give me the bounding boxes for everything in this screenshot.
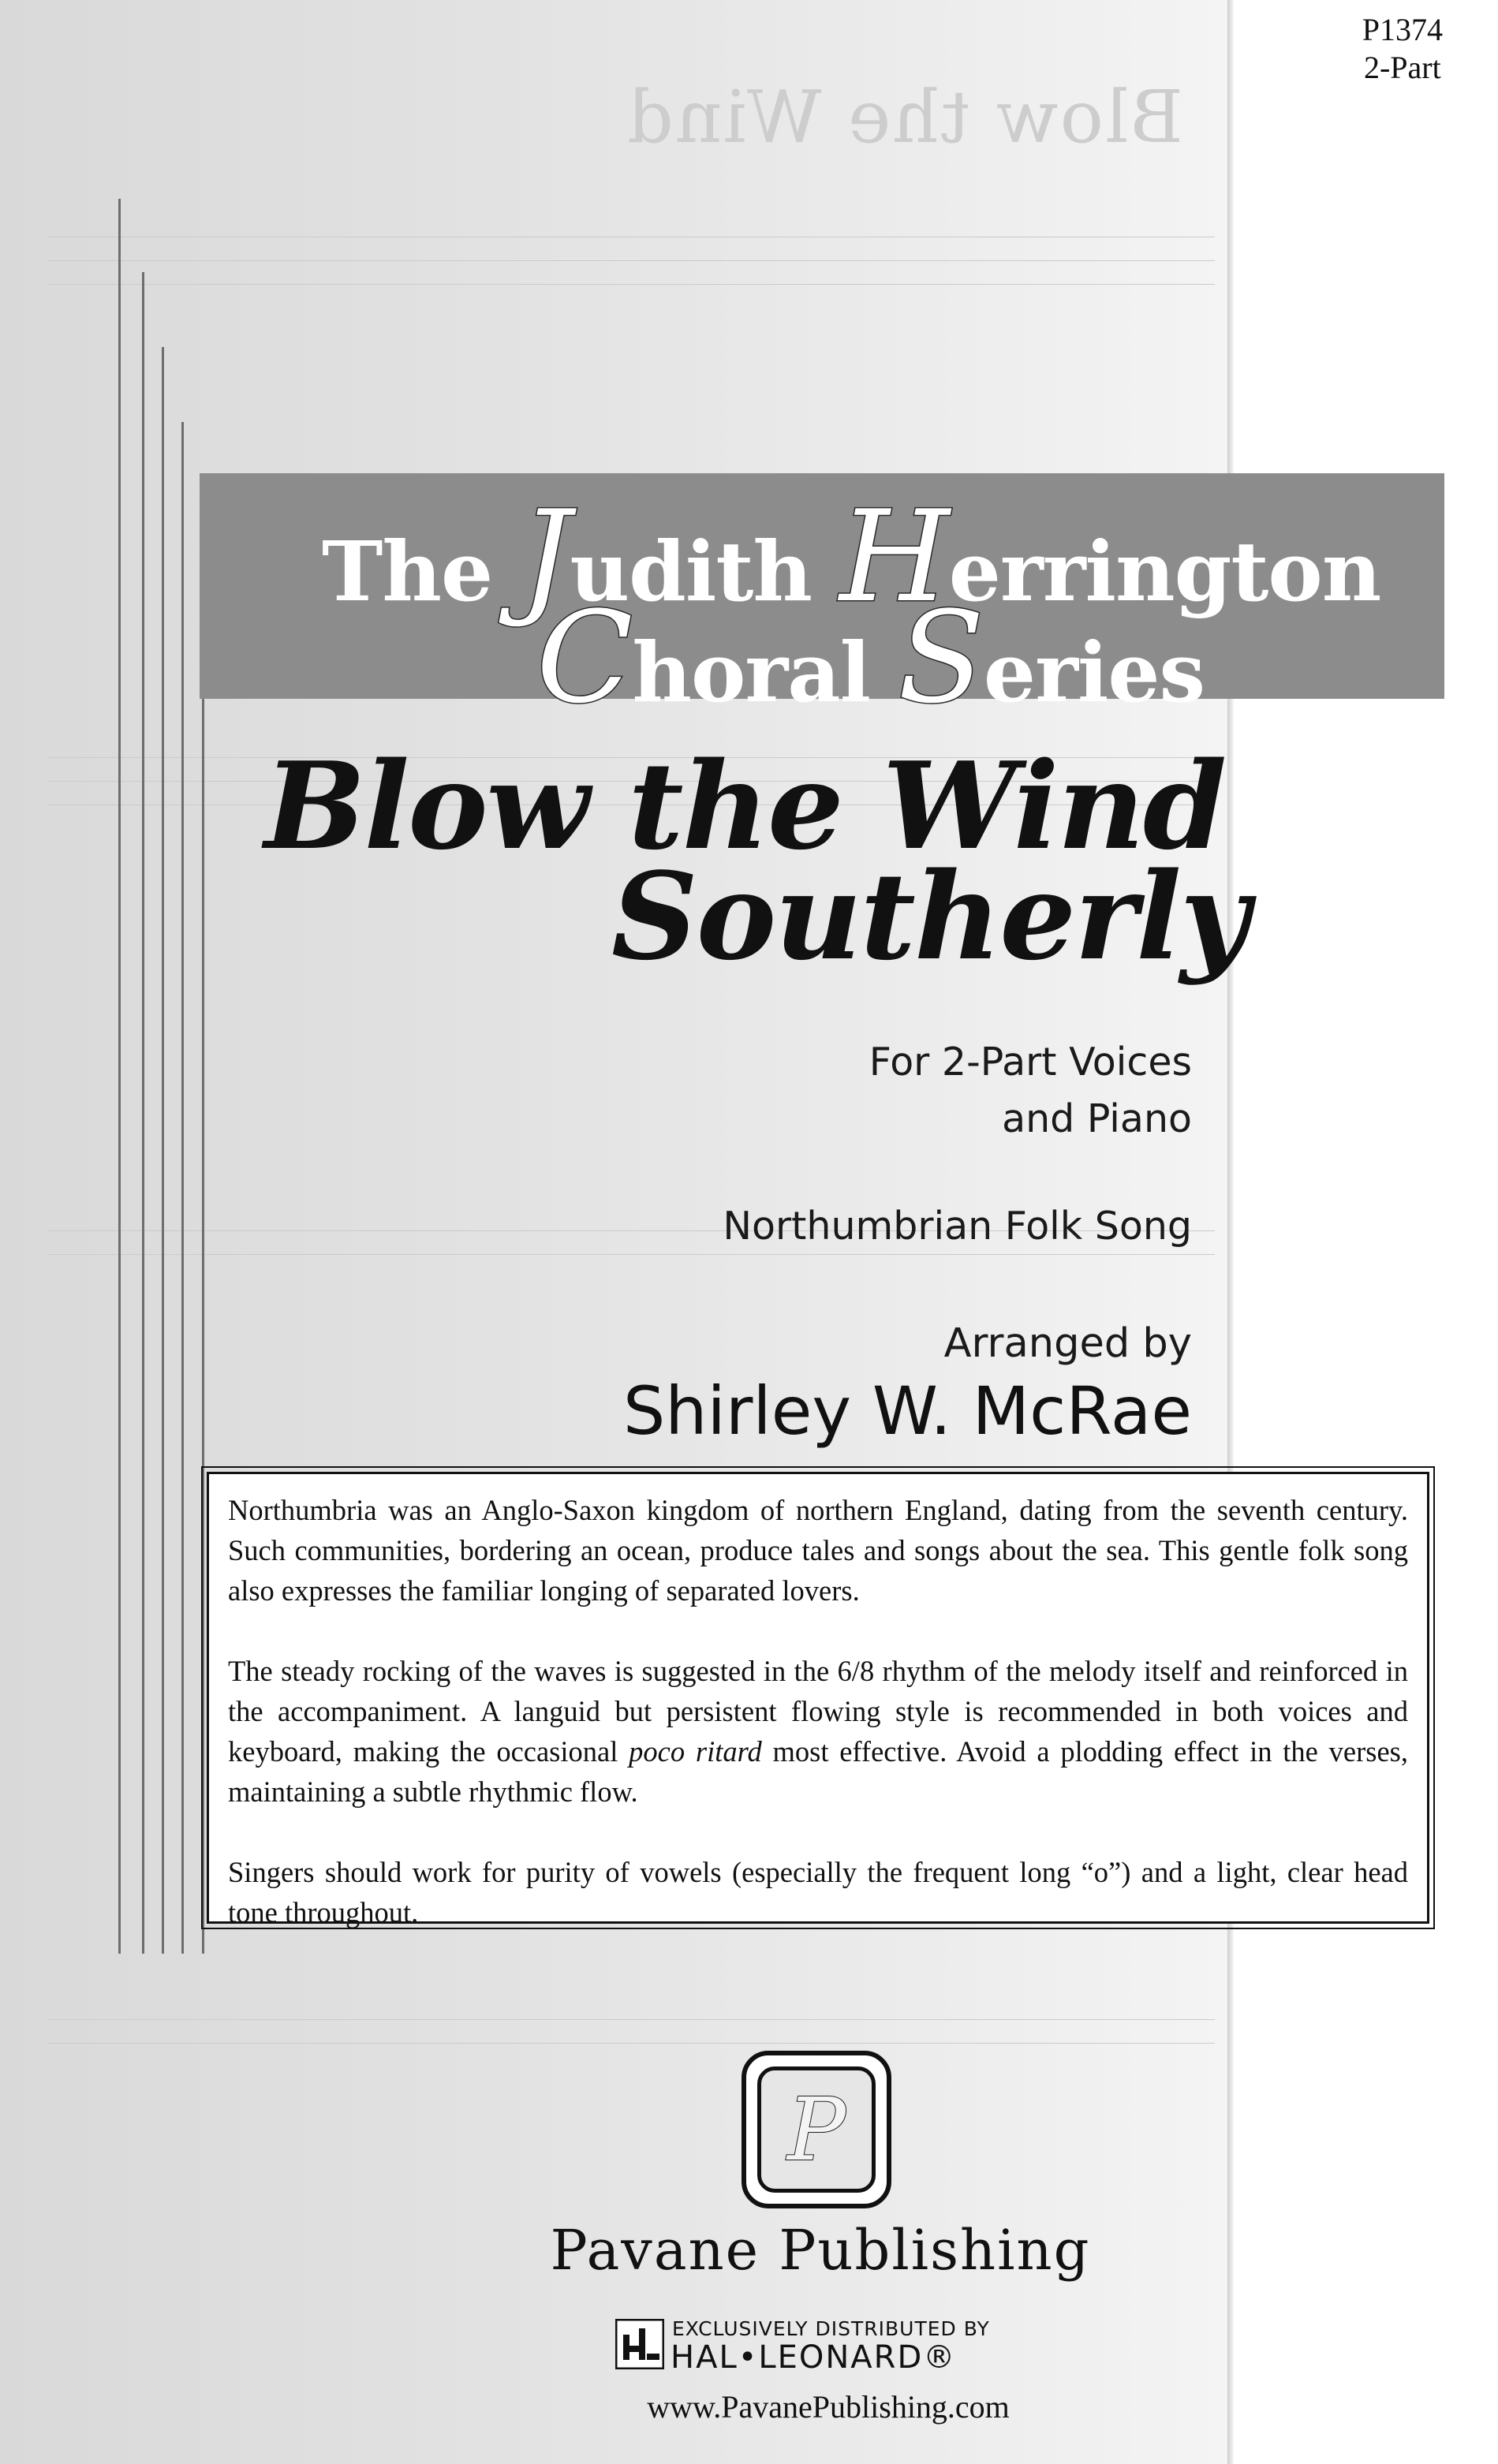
score-bar-line — [118, 199, 121, 1954]
ghost-staff-line — [47, 2019, 1215, 2020]
catalog-corner — [1362, 11, 1443, 87]
notes-paragraph-3: Singers should work for purity of vowels (especially the frequent long “o”) and a light, clear head tone throughout. — [228, 1856, 1408, 1928]
title-line-1: Blow the Wind — [264, 735, 1226, 876]
series-line-2 — [536, 584, 1205, 731]
paper-edge — [1227, 0, 1234, 2464]
hal-leonard-logo-icon — [615, 2319, 664, 2369]
series-initial-j: J — [520, 483, 570, 630]
notes-p2-italic: poco ritard — [629, 1735, 762, 1768]
pavane-logo — [742, 2051, 891, 2208]
notes-p2-text-b: most effective. Avoid a plodding effect in the verses, maintaining a subtle rhythmic flow. — [228, 1735, 1408, 1808]
score-bar-line — [162, 347, 164, 1954]
ghost-staff-line — [47, 2043, 1215, 2044]
voicing-label: 2-Part — [1363, 50, 1441, 85]
catalog-number: P1374 — [1362, 12, 1443, 47]
series-initial-c: C — [536, 584, 633, 731]
series-initial-h: H — [839, 483, 949, 630]
series-word-the: The — [322, 523, 493, 620]
series-initial-s: S — [898, 584, 984, 731]
distributor-name: HAL•LEONARD® — [671, 2339, 957, 2376]
score-bar-line — [181, 422, 184, 1954]
ghost-staff-line — [47, 260, 1215, 261]
arranger-name: Shirley W. McRae — [622, 1372, 1192, 1450]
ghost-show-through-title: Blow the Wind — [626, 75, 1183, 159]
ghost-staff-line — [47, 1254, 1215, 1255]
distribution-line: EXCLUSIVELY DISTRIBUTED BY — [672, 2317, 990, 2340]
publisher-name: Pavane Publishing — [550, 2218, 1091, 2283]
voicing-description-line-2: and Piano — [1002, 1096, 1192, 1141]
origin-label: Northumbrian Folk Song — [723, 1204, 1192, 1249]
voicing-description-line-1: For 2-Part Voices — [869, 1040, 1192, 1085]
series-word-udith: udith — [570, 523, 840, 620]
series-word-errington: errington — [948, 523, 1381, 620]
performance-notes-box — [207, 1472, 1429, 1928]
publisher-website: www.PavanePublishing.com — [647, 2389, 1010, 2425]
series-word-horal: horal — [632, 624, 898, 721]
pavane-logo-letter: P — [757, 2066, 876, 2193]
title-line-2: Southerly — [611, 846, 1249, 987]
score-bar-line — [142, 272, 144, 1954]
score-bar-line — [202, 489, 204, 1954]
notes-p2-text-a: The steady rocking of the waves is suggested in the 6/8 rhythm of the melody itself and reinforced in the accompaniment. A languid but persistent flowing style is recommended in both voices and keyboard, making the occasional — [228, 1655, 1408, 1768]
notes-paragraph-2 — [228, 1651, 1408, 1812]
ghost-staff-line — [47, 284, 1215, 285]
series-word-eries: eries — [983, 624, 1205, 721]
notes-paragraph-1: Northumbria was an Anglo-Saxon kingdom of northern England, dating from the seventh century. Such communities, bordering an ocean, produce tales and songs about the sea. This gentle folk song also expresses the familiar longing of separated lovers. — [228, 1494, 1408, 1607]
arranged-by-label: Arranged by — [943, 1320, 1192, 1367]
